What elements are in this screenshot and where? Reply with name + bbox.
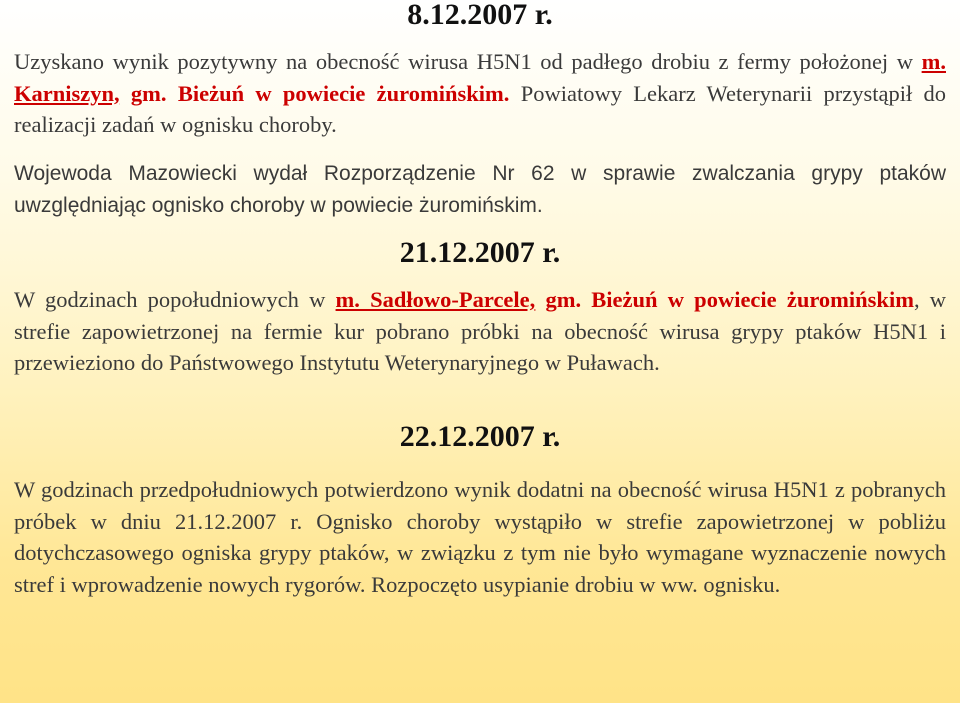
- paragraph-karniszyn: [14, 46, 946, 141]
- paragraph-text: W godzinach popołudniowych w: [14, 287, 336, 312]
- location-karniszyn: m. Karniszyn,: [14, 49, 946, 106]
- paragraph-rozporzadzenie: Wojewoda Mazowiecki wydał Rozporządzenie Nr 62 w sprawie zwalczania grypy ptaków uwzględniając ognisko choroby w powiecie żuromińskim.: [14, 162, 946, 217]
- paragraph-text: , w strefie zapowietrzonej na fermie kur pobrano próbki na obecność wirusa grypy ptaków H5N1 i przewieziono do Państwowego Instytutu Weterynaryjnego w Puławach.: [14, 287, 947, 375]
- paragraph-text: Powiatowy Lekarz Weterynarii przystąpił do realizacji zadań w ognisku choroby.: [14, 80, 946, 137]
- paragraph-text: Uzyskano wynik pozytywny na obecność wirusa H5N1 od padłego drobiu z fermy położonej w: [14, 49, 922, 74]
- paragraph-sadlowo: [14, 284, 946, 379]
- paragraph-potwierdzono: W godzinach przedpołudniowych potwierdzono wynik dodatni na obecność wirusa H5N1 z pobranych próbek w dniu 21.12.2007 r. Ognisko choroby wystąpiło w strefie zapowietrzonej w pobliżu dotychczasowego ogniska grypy ptaków, w związku z tym nie było wymagane wyznaczenie nowych stref i wprowadzenie nowych rygorów. Rozpoczęto usypianie drobiu w ww. ognisku.: [14, 477, 946, 597]
- date-heading-3: 22.12.2007 r.: [399, 420, 561, 453]
- gmina-bieżun: gm. Bieżuń w powiecie żuromińskim: [535, 287, 914, 312]
- location-sadlowo-parcele: m. Sadłowo-Parcele,: [335, 287, 536, 312]
- date-heading-1: 8.12.2007 r.: [407, 0, 553, 31]
- date-heading-2: 21.12.2007 r.: [399, 236, 561, 269]
- gmina-bieżun: gm. Bieżuń w powiecie żuromińskim.: [119, 80, 510, 106]
